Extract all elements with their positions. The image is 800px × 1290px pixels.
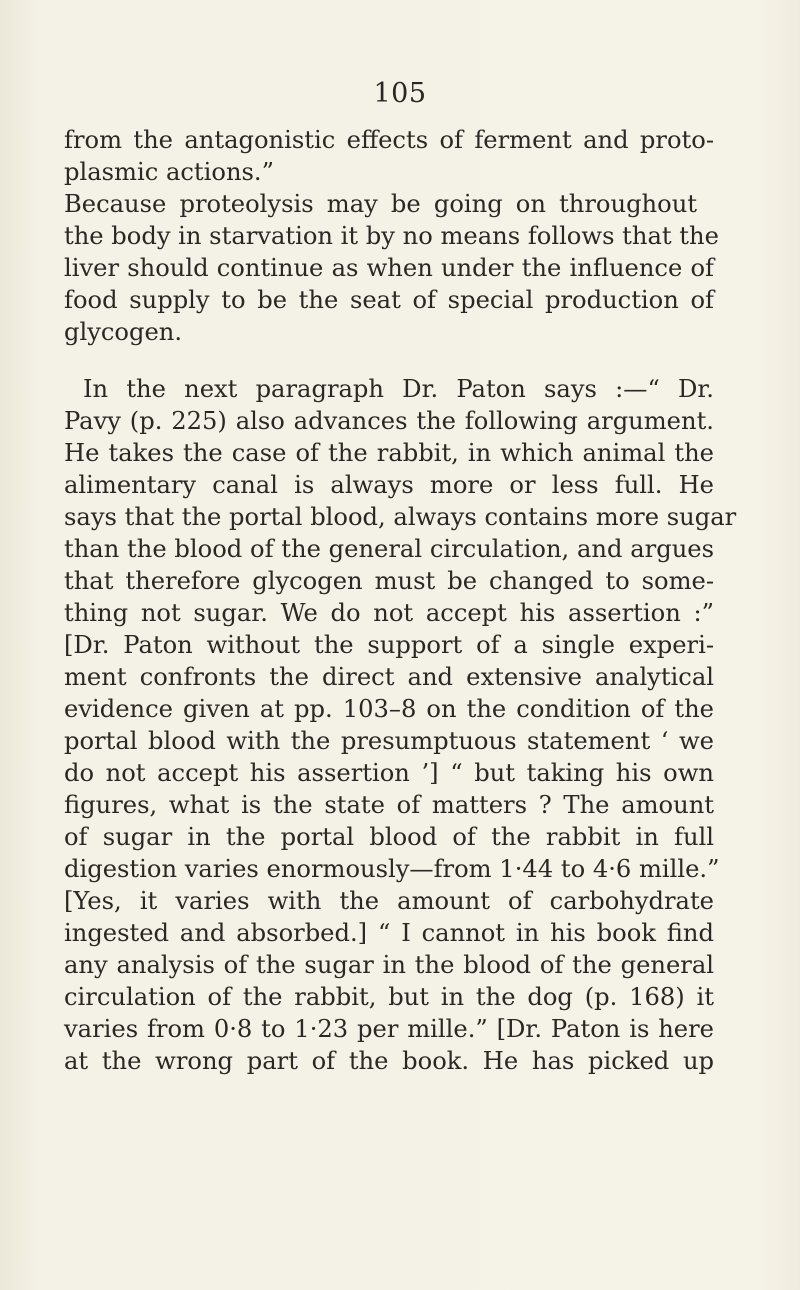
text-line: figures, what is the state of matters ? The amount [64, 791, 714, 819]
text-line: any analysis of the sugar in the blood of the general [64, 951, 714, 979]
text-line: at the wrong part of the book. He has picked up [64, 1047, 714, 1075]
text-line: food supply to be the seat of special production of [64, 286, 714, 314]
text-line: says that the portal blood, always contains more sugar [64, 503, 737, 531]
page-number: 105 [373, 78, 427, 109]
text-line: digestion varies enormously—from 1·44 to 4·6 mille.” [64, 855, 720, 883]
text-line: thing not sugar. We do not accept his assertion :” [64, 599, 714, 627]
text-line: liver should continue as when under the influence of [64, 254, 714, 282]
text-line: from the antagonistic effects of ferment and proto- [64, 126, 714, 154]
text-line: Pavy (p. 225) also advances the following argument. [64, 407, 714, 435]
text-line: evidence given at pp. 103–8 on the condition of the [64, 695, 714, 723]
text-line: the body in starvation it by no means follows that the [64, 222, 719, 250]
text-line: plasmic actions.” [64, 158, 274, 186]
text-line: portal blood with the presumptuous statement ‘ we [64, 727, 714, 755]
text-line: of sugar in the portal blood of the rabbit in full [64, 823, 714, 851]
text-line: [Dr. Paton without the support of a single experi- [64, 631, 714, 659]
text-line: alimentary canal is always more or less full. He [64, 471, 714, 499]
text-line: [Yes, it varies with the amount of carbohydrate [64, 887, 714, 915]
text-line: do not accept his assertion ’] “ but taking his own [64, 759, 714, 787]
text-line: that therefore glycogen must be changed to some- [64, 567, 714, 595]
text-line: glycogen. [64, 318, 183, 346]
text-line: He takes the case of the rabbit, in which animal the [64, 439, 714, 467]
text-line: In the next paragraph Dr. Paton says :—“ Dr. [83, 375, 714, 403]
text-line: varies from 0·8 to 1·23 per mille.” [Dr. Paton is here [64, 1015, 714, 1043]
text-line: ment confronts the direct and extensive analytical [64, 663, 714, 691]
text-line: ingested and absorbed.] “ I cannot in his book find [64, 919, 714, 947]
text-line: circulation of the rabbit, but in the dog (p. 168) it [64, 983, 714, 1011]
text-line: Because proteolysis may be going on throughout [64, 190, 697, 218]
text-line: than the blood of the general circulation, and argues [64, 535, 714, 563]
